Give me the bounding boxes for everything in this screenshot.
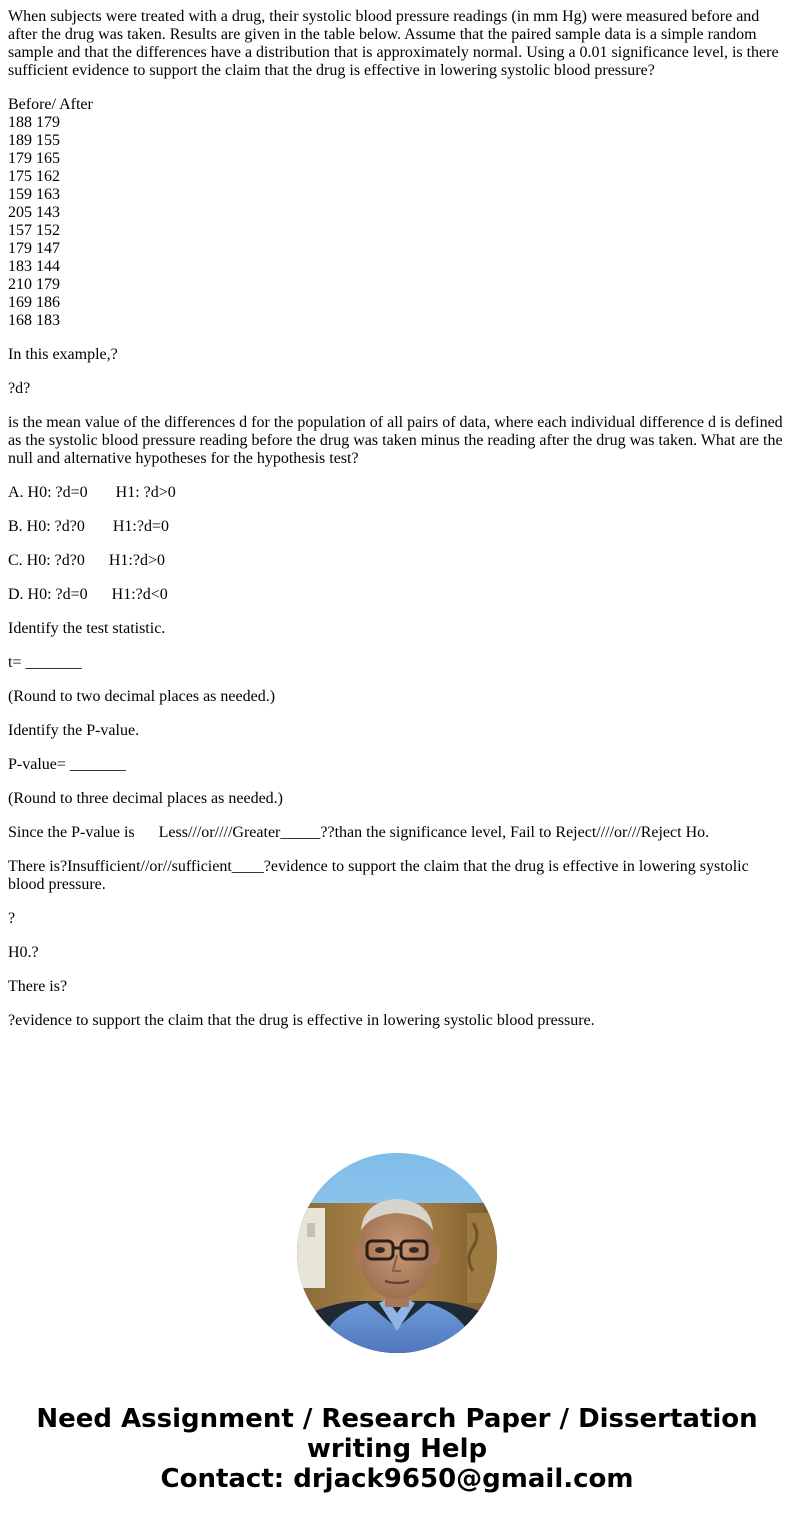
option-d: D. H0: ?d=0 H1:?d<0 bbox=[8, 586, 168, 603]
question-intro: When subjects were treated with a drug, their systolic blood pressure readings (in mm Hg) were measured before and after the drug was taken. Results are given in the table below. Assume that the paired sample data is a simple random sample and that the differences have a distribution that is approximately normal. Using a 0.01 significance level, is there sufficient evidence to support the claim that the drug is effective in lowering systolic blood pressure? bbox=[8, 8, 783, 79]
table-row: 189 155 bbox=[8, 132, 60, 149]
t-line: t= _______ bbox=[8, 654, 82, 671]
there-is-short: There is? bbox=[8, 978, 68, 995]
pvalue-line: P-value= _______ bbox=[8, 756, 126, 773]
question-body bbox=[8, 8, 786, 1046]
example-line: In this example,? bbox=[8, 346, 118, 363]
table-row: 159 163 bbox=[8, 186, 60, 203]
table-header: Before/ After bbox=[8, 96, 93, 113]
test-stat-prompt: Identify the test statistic. bbox=[8, 620, 166, 637]
round-two-note: (Round to two decimal places as needed.) bbox=[8, 688, 276, 705]
option-c: C. H0: ?d?0 H1:?d>0 bbox=[8, 552, 165, 569]
footer-line-1: Need Assignment / Research Paper / Dissertation bbox=[36, 1404, 758, 1434]
round-three-note: (Round to three decimal places as needed.) bbox=[8, 790, 283, 807]
footer-contact: Contact: drjack9650@gmail.com bbox=[160, 1464, 634, 1494]
avatar-portrait-image bbox=[297, 1153, 497, 1353]
table-row: 169 186 bbox=[8, 294, 60, 311]
table-row: 175 162 bbox=[8, 168, 60, 185]
table-row: 157 152 bbox=[8, 222, 60, 239]
table-row: 210 179 bbox=[8, 276, 60, 293]
avatar bbox=[297, 1153, 497, 1353]
table-row: 205 143 bbox=[8, 204, 60, 221]
table-row: 183 144 bbox=[8, 258, 60, 275]
mu-d-line: ?d? bbox=[8, 380, 31, 397]
data-table bbox=[8, 96, 786, 330]
pvalue-prompt: Identify the P-value. bbox=[8, 722, 140, 739]
since-line: Since the P-value is Less///or////Greater_____??than the significance level, Fail to Reject////or///Reject Ho. bbox=[8, 824, 710, 841]
h0-line: H0.? bbox=[8, 944, 39, 961]
footer-banner bbox=[0, 1404, 794, 1494]
there-is-line: There is?Insufficient//or//sufficient____?evidence to support the claim that the drug is effective in lowering systolic blood pressure. bbox=[8, 858, 753, 893]
question-mark-line: ? bbox=[8, 910, 16, 927]
footer-line-2: writing Help bbox=[306, 1434, 488, 1464]
table-row: 168 183 bbox=[8, 312, 60, 329]
table-row: 188 179 bbox=[8, 114, 60, 131]
evidence-line: ?evidence to support the claim that the drug is effective in lowering systolic blood pressure. bbox=[8, 1012, 595, 1029]
definition-text: is the mean value of the differences d for the population of all pairs of data, where each individual difference d is defined as the systolic blood pressure reading before the drug was taken minus the reading after the drug was taken. What are the null and alternative hypotheses for the hypothesis test? bbox=[8, 414, 787, 467]
table-row: 179 147 bbox=[8, 240, 60, 257]
table-row: 179 165 bbox=[8, 150, 60, 167]
option-a: A. H0: ?d=0 H1: ?d>0 bbox=[8, 484, 176, 501]
option-b: B. H0: ?d?0 H1:?d=0 bbox=[8, 518, 169, 535]
